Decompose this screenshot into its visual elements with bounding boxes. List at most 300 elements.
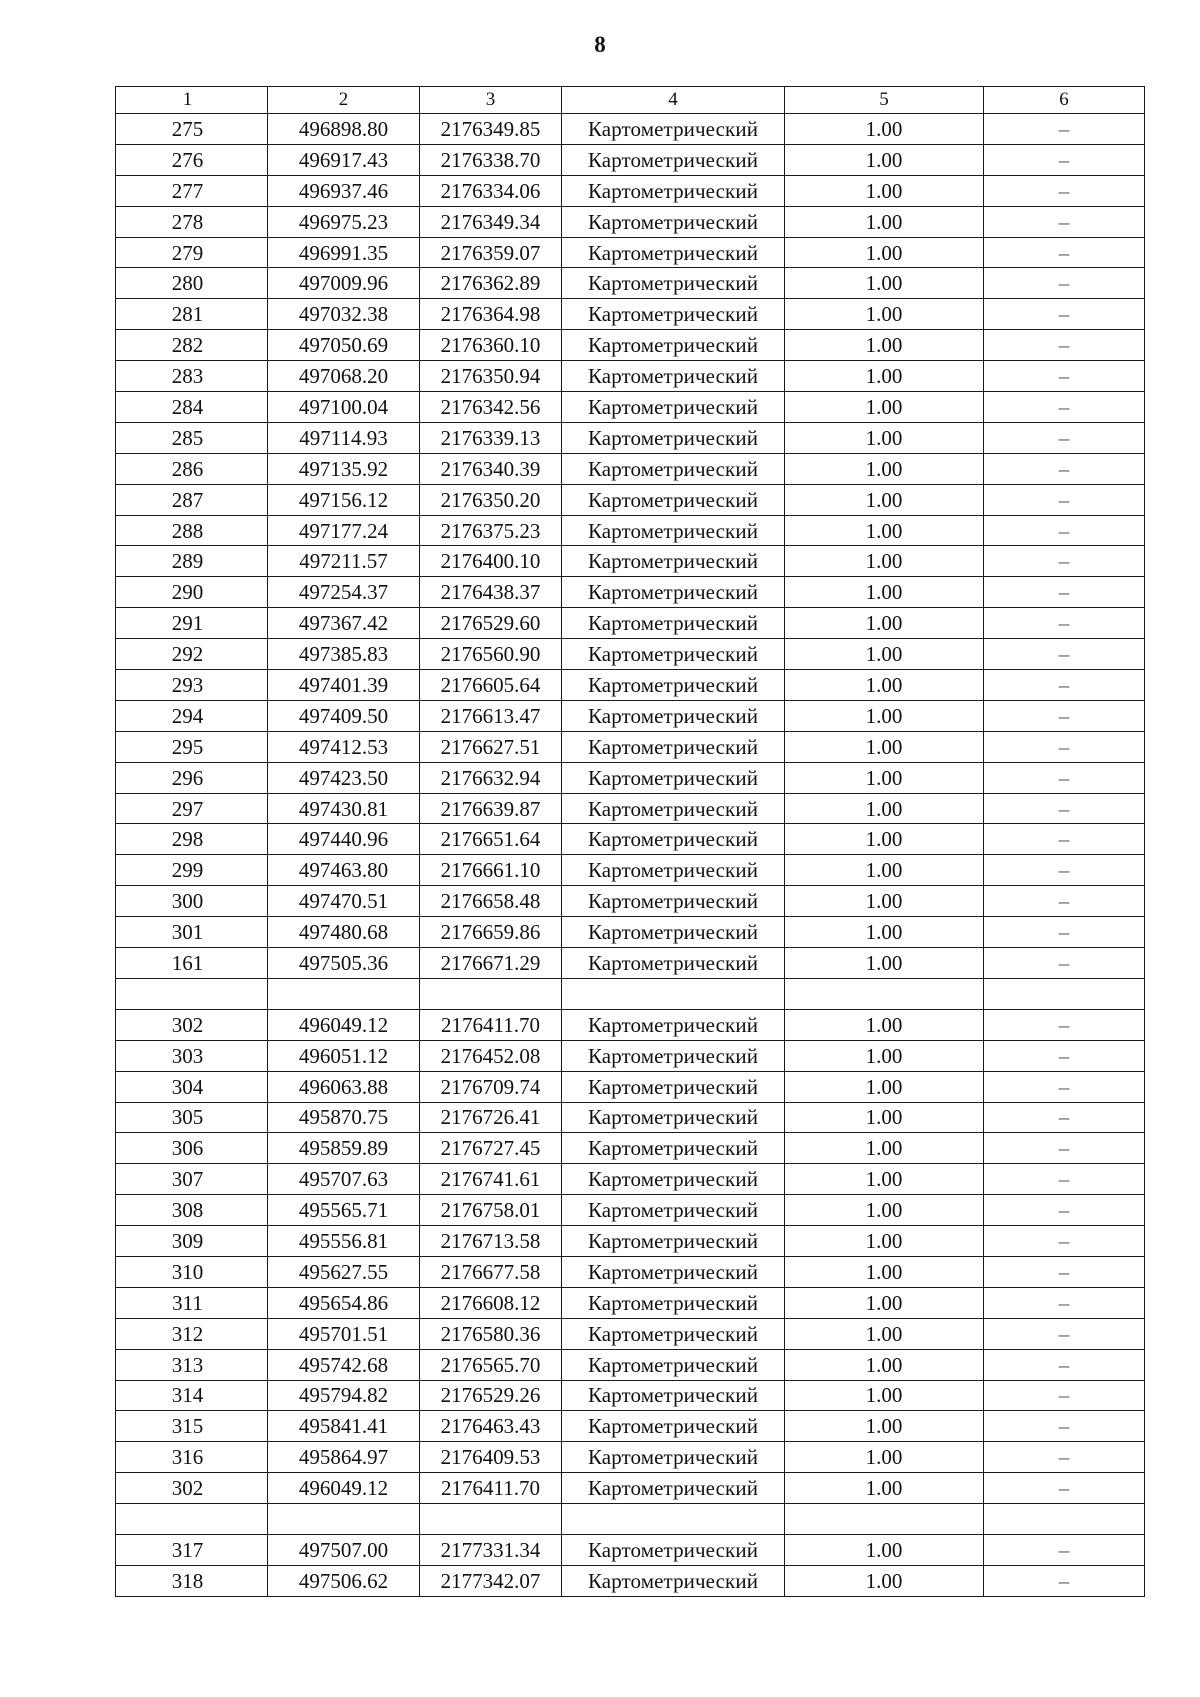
description-cell: – — [984, 546, 1145, 577]
point-number-cell: 300 — [116, 886, 268, 917]
method-cell — [562, 1504, 785, 1535]
y-coordinate-cell: 2176340.39 — [420, 453, 562, 484]
description-cell: – — [984, 1009, 1145, 1040]
x-coordinate-cell: 497506.62 — [268, 1565, 420, 1596]
table-row — [116, 1009, 1145, 1040]
x-coordinate-cell: 496049.12 — [268, 1009, 420, 1040]
method-cell — [562, 978, 785, 1009]
accuracy-cell: 1.00 — [785, 1349, 984, 1380]
x-coordinate-cell: 496049.12 — [268, 1473, 420, 1504]
method-cell: Картометрический — [562, 1009, 785, 1040]
method-cell: Картометрический — [562, 1534, 785, 1565]
method-cell: Картометрический — [562, 1318, 785, 1349]
y-coordinate-cell: 2176726.41 — [420, 1102, 562, 1133]
y-coordinate-cell: 2176438.37 — [420, 577, 562, 608]
point-number-cell: 316 — [116, 1442, 268, 1473]
description-cell: – — [984, 1102, 1145, 1133]
y-coordinate-cell: 2176758.01 — [420, 1195, 562, 1226]
description-cell: – — [984, 206, 1145, 237]
x-coordinate-cell: 495841.41 — [268, 1411, 420, 1442]
y-coordinate-cell: 2176677.58 — [420, 1256, 562, 1287]
y-coordinate-cell: 2176605.64 — [420, 670, 562, 701]
x-coordinate-cell: 497423.50 — [268, 762, 420, 793]
accuracy-cell: 1.00 — [785, 422, 984, 453]
point-number-cell: 311 — [116, 1287, 268, 1318]
method-cell: Картометрический — [562, 206, 785, 237]
method-cell: Картометрический — [562, 392, 785, 423]
description-cell: – — [984, 1534, 1145, 1565]
x-coordinate-cell: 497009.96 — [268, 268, 420, 299]
point-number-cell — [116, 978, 268, 1009]
table-row — [116, 1380, 1145, 1411]
x-coordinate-cell: 496975.23 — [268, 206, 420, 237]
table-row — [116, 361, 1145, 392]
accuracy-cell: 1.00 — [785, 206, 984, 237]
y-coordinate-cell: 2176627.51 — [420, 731, 562, 762]
method-cell: Картометрический — [562, 422, 785, 453]
point-number-cell: 304 — [116, 1071, 268, 1102]
description-cell: – — [984, 948, 1145, 979]
table-row — [116, 1349, 1145, 1380]
y-coordinate-cell: 2176671.29 — [420, 948, 562, 979]
description-cell: – — [984, 1349, 1145, 1380]
x-coordinate-cell: 497156.12 — [268, 484, 420, 515]
accuracy-cell: 1.00 — [785, 1133, 984, 1164]
table-row — [116, 268, 1145, 299]
method-cell: Картометрический — [562, 639, 785, 670]
point-number-cell: 283 — [116, 361, 268, 392]
y-coordinate-cell: 2176560.90 — [420, 639, 562, 670]
x-coordinate-cell: 496051.12 — [268, 1040, 420, 1071]
x-coordinate-cell: 495864.97 — [268, 1442, 420, 1473]
x-coordinate-cell: 495859.89 — [268, 1133, 420, 1164]
point-number-cell: 293 — [116, 670, 268, 701]
table-separator-row — [116, 1504, 1145, 1535]
point-number-cell: 309 — [116, 1226, 268, 1257]
column-header-y: 3 — [420, 87, 562, 114]
y-coordinate-cell: 2176350.94 — [420, 361, 562, 392]
y-coordinate-cell: 2177342.07 — [420, 1565, 562, 1596]
accuracy-cell: 1.00 — [785, 361, 984, 392]
x-coordinate-cell: 495565.71 — [268, 1195, 420, 1226]
accuracy-cell: 1.00 — [785, 762, 984, 793]
coordinates-table — [115, 86, 1145, 1597]
table-row — [116, 299, 1145, 330]
description-cell: – — [984, 1040, 1145, 1071]
accuracy-cell: 1.00 — [785, 1040, 984, 1071]
description-cell: – — [984, 299, 1145, 330]
method-cell: Картометрический — [562, 268, 785, 299]
description-cell: – — [984, 639, 1145, 670]
description-cell: – — [984, 1256, 1145, 1287]
method-cell: Картометрический — [562, 1133, 785, 1164]
description-cell: – — [984, 824, 1145, 855]
method-cell: Картометрический — [562, 1380, 785, 1411]
point-number-cell: 305 — [116, 1102, 268, 1133]
accuracy-cell: 1.00 — [785, 1226, 984, 1257]
accuracy-cell: 1.00 — [785, 1534, 984, 1565]
point-number-cell: 295 — [116, 731, 268, 762]
description-cell: – — [984, 1071, 1145, 1102]
description-cell — [984, 1504, 1145, 1535]
x-coordinate-cell: 497440.96 — [268, 824, 420, 855]
method-cell: Картометрический — [562, 824, 785, 855]
y-coordinate-cell: 2176349.85 — [420, 114, 562, 145]
description-cell: – — [984, 670, 1145, 701]
accuracy-cell: 1.00 — [785, 268, 984, 299]
method-cell: Картометрический — [562, 1473, 785, 1504]
table-row — [116, 175, 1145, 206]
accuracy-cell: 1.00 — [785, 114, 984, 145]
y-coordinate-cell: 2176400.10 — [420, 546, 562, 577]
description-cell: – — [984, 515, 1145, 546]
point-number-cell: 161 — [116, 948, 268, 979]
table-row — [116, 577, 1145, 608]
point-number-cell: 312 — [116, 1318, 268, 1349]
y-coordinate-cell: 2176659.86 — [420, 917, 562, 948]
y-coordinate-cell: 2176709.74 — [420, 1071, 562, 1102]
table-row — [116, 731, 1145, 762]
x-coordinate-cell: 497507.00 — [268, 1534, 420, 1565]
point-number-cell: 302 — [116, 1009, 268, 1040]
x-coordinate-cell: 497385.83 — [268, 639, 420, 670]
description-cell: – — [984, 361, 1145, 392]
point-number-cell: 294 — [116, 700, 268, 731]
y-coordinate-cell: 2176529.26 — [420, 1380, 562, 1411]
point-number-cell: 289 — [116, 546, 268, 577]
table-row — [116, 1442, 1145, 1473]
table-row — [116, 1133, 1145, 1164]
accuracy-cell: 1.00 — [785, 1318, 984, 1349]
point-number-cell: 286 — [116, 453, 268, 484]
point-number-cell: 315 — [116, 1411, 268, 1442]
method-cell: Картометрический — [562, 1287, 785, 1318]
method-cell: Картометрический — [562, 144, 785, 175]
accuracy-cell: 1.00 — [785, 175, 984, 206]
description-cell: – — [984, 1473, 1145, 1504]
method-cell: Картометрический — [562, 917, 785, 948]
description-cell: – — [984, 1442, 1145, 1473]
y-coordinate-cell: 2176613.47 — [420, 700, 562, 731]
table-row — [116, 700, 1145, 731]
accuracy-cell — [785, 1504, 984, 1535]
table-row — [116, 886, 1145, 917]
y-coordinate-cell: 2176565.70 — [420, 1349, 562, 1380]
x-coordinate-cell: 496937.46 — [268, 175, 420, 206]
table-row — [116, 639, 1145, 670]
point-number-cell: 296 — [116, 762, 268, 793]
table-row — [116, 793, 1145, 824]
accuracy-cell — [785, 978, 984, 1009]
method-cell: Картометрический — [562, 1256, 785, 1287]
y-coordinate-cell: 2176349.34 — [420, 206, 562, 237]
x-coordinate-cell: 497100.04 — [268, 392, 420, 423]
x-coordinate-cell: 497505.36 — [268, 948, 420, 979]
point-number-cell: 287 — [116, 484, 268, 515]
table-row — [116, 1287, 1145, 1318]
point-number-cell: 310 — [116, 1256, 268, 1287]
x-coordinate-cell: 495701.51 — [268, 1318, 420, 1349]
accuracy-cell: 1.00 — [785, 670, 984, 701]
x-coordinate-cell: 497470.51 — [268, 886, 420, 917]
y-coordinate-cell: 2176411.70 — [420, 1009, 562, 1040]
point-number-cell: 307 — [116, 1164, 268, 1195]
point-number-cell: 288 — [116, 515, 268, 546]
y-coordinate-cell: 2176727.45 — [420, 1133, 562, 1164]
description-cell: – — [984, 175, 1145, 206]
description-cell: – — [984, 1226, 1145, 1257]
description-cell: – — [984, 453, 1145, 484]
accuracy-cell: 1.00 — [785, 1195, 984, 1226]
table-row — [116, 1534, 1145, 1565]
accuracy-cell: 1.00 — [785, 1442, 984, 1473]
point-number-cell: 285 — [116, 422, 268, 453]
description-cell: – — [984, 1565, 1145, 1596]
table-row — [116, 330, 1145, 361]
accuracy-cell: 1.00 — [785, 1287, 984, 1318]
point-number-cell: 279 — [116, 237, 268, 268]
accuracy-cell: 1.00 — [785, 855, 984, 886]
x-coordinate-cell: 497177.24 — [268, 515, 420, 546]
description-cell: – — [984, 1287, 1145, 1318]
point-number-cell: 291 — [116, 608, 268, 639]
column-header-method: 4 — [562, 87, 785, 114]
x-coordinate-cell: 495556.81 — [268, 1226, 420, 1257]
accuracy-cell: 1.00 — [785, 515, 984, 546]
method-cell: Картометрический — [562, 515, 785, 546]
x-coordinate-cell: 495654.86 — [268, 1287, 420, 1318]
y-coordinate-cell: 2176359.07 — [420, 237, 562, 268]
point-number-cell: 282 — [116, 330, 268, 361]
y-coordinate-cell: 2176362.89 — [420, 268, 562, 299]
accuracy-cell: 1.00 — [785, 144, 984, 175]
y-coordinate-cell: 2176375.23 — [420, 515, 562, 546]
table-row — [116, 1256, 1145, 1287]
y-coordinate-cell: 2176632.94 — [420, 762, 562, 793]
method-cell: Картометрический — [562, 484, 785, 515]
y-coordinate-cell — [420, 978, 562, 1009]
x-coordinate-cell: 496898.80 — [268, 114, 420, 145]
accuracy-cell: 1.00 — [785, 484, 984, 515]
point-number-cell: 292 — [116, 639, 268, 670]
description-cell: – — [984, 144, 1145, 175]
table-row — [116, 114, 1145, 145]
table-row — [116, 1565, 1145, 1596]
point-number-cell — [116, 1504, 268, 1535]
accuracy-cell: 1.00 — [785, 700, 984, 731]
accuracy-cell: 1.00 — [785, 731, 984, 762]
description-cell: – — [984, 1133, 1145, 1164]
description-cell: – — [984, 1318, 1145, 1349]
method-cell: Картометрический — [562, 330, 785, 361]
x-coordinate-cell: 497367.42 — [268, 608, 420, 639]
accuracy-cell: 1.00 — [785, 608, 984, 639]
method-cell: Картометрический — [562, 762, 785, 793]
coordinates-table-body — [116, 87, 1145, 1597]
accuracy-cell: 1.00 — [785, 1473, 984, 1504]
y-coordinate-cell — [420, 1504, 562, 1535]
description-cell: – — [984, 1195, 1145, 1226]
accuracy-cell: 1.00 — [785, 639, 984, 670]
accuracy-cell: 1.00 — [785, 1256, 984, 1287]
y-coordinate-cell: 2176411.70 — [420, 1473, 562, 1504]
column-header-accuracy: 5 — [785, 87, 984, 114]
page-number: 8 — [594, 32, 606, 57]
table-row — [116, 917, 1145, 948]
table-row — [116, 206, 1145, 237]
table-header-row — [116, 87, 1145, 114]
method-cell: Картометрический — [562, 855, 785, 886]
table-row — [116, 484, 1145, 515]
method-cell: Картометрический — [562, 453, 785, 484]
table-row — [116, 422, 1145, 453]
method-cell: Картометрический — [562, 731, 785, 762]
table-row — [116, 144, 1145, 175]
method-cell: Картометрический — [562, 1195, 785, 1226]
x-coordinate-cell: 495870.75 — [268, 1102, 420, 1133]
table-row — [116, 1411, 1145, 1442]
description-cell: – — [984, 1411, 1145, 1442]
y-coordinate-cell: 2177331.34 — [420, 1534, 562, 1565]
table-row — [116, 670, 1145, 701]
table-row — [116, 1164, 1145, 1195]
table-row — [116, 546, 1145, 577]
table-separator-row — [116, 978, 1145, 1009]
description-cell: – — [984, 1380, 1145, 1411]
point-number-cell: 299 — [116, 855, 268, 886]
x-coordinate-cell: 495627.55 — [268, 1256, 420, 1287]
x-coordinate-cell — [268, 1504, 420, 1535]
method-cell: Картометрический — [562, 608, 785, 639]
accuracy-cell: 1.00 — [785, 546, 984, 577]
point-number-cell: 298 — [116, 824, 268, 855]
method-cell: Картометрический — [562, 1102, 785, 1133]
method-cell: Картометрический — [562, 175, 785, 206]
table-row — [116, 824, 1145, 855]
accuracy-cell: 1.00 — [785, 237, 984, 268]
method-cell: Картометрический — [562, 114, 785, 145]
table-row — [116, 1102, 1145, 1133]
y-coordinate-cell: 2176452.08 — [420, 1040, 562, 1071]
method-cell: Картометрический — [562, 793, 785, 824]
description-cell: – — [984, 268, 1145, 299]
description-cell: – — [984, 1164, 1145, 1195]
y-coordinate-cell: 2176651.64 — [420, 824, 562, 855]
column-header-x: 2 — [268, 87, 420, 114]
point-number-cell: 276 — [116, 144, 268, 175]
method-cell: Картометрический — [562, 948, 785, 979]
point-number-cell: 313 — [116, 1349, 268, 1380]
x-coordinate-cell: 496063.88 — [268, 1071, 420, 1102]
accuracy-cell: 1.00 — [785, 453, 984, 484]
accuracy-cell: 1.00 — [785, 330, 984, 361]
description-cell — [984, 978, 1145, 1009]
x-coordinate-cell: 497032.38 — [268, 299, 420, 330]
description-cell: – — [984, 886, 1145, 917]
description-cell: – — [984, 793, 1145, 824]
table-row — [116, 855, 1145, 886]
description-cell: – — [984, 917, 1145, 948]
point-number-cell: 306 — [116, 1133, 268, 1164]
accuracy-cell: 1.00 — [785, 1009, 984, 1040]
point-number-cell: 284 — [116, 392, 268, 423]
method-cell: Картометрический — [562, 1442, 785, 1473]
x-coordinate-cell: 497050.69 — [268, 330, 420, 361]
column-header-description: 6 — [984, 87, 1145, 114]
method-cell: Картометрический — [562, 237, 785, 268]
point-number-cell: 278 — [116, 206, 268, 237]
x-coordinate-cell: 497430.81 — [268, 793, 420, 824]
description-cell: – — [984, 237, 1145, 268]
accuracy-cell: 1.00 — [785, 793, 984, 824]
accuracy-cell: 1.00 — [785, 886, 984, 917]
method-cell: Картометрический — [562, 1226, 785, 1257]
table-row — [116, 1071, 1145, 1102]
y-coordinate-cell: 2176639.87 — [420, 793, 562, 824]
table-row — [116, 392, 1145, 423]
y-coordinate-cell: 2176334.06 — [420, 175, 562, 206]
y-coordinate-cell: 2176339.13 — [420, 422, 562, 453]
accuracy-cell: 1.00 — [785, 577, 984, 608]
method-cell: Картометрический — [562, 1164, 785, 1195]
method-cell: Картометрический — [562, 546, 785, 577]
y-coordinate-cell: 2176360.10 — [420, 330, 562, 361]
description-cell: – — [984, 330, 1145, 361]
description-cell: – — [984, 484, 1145, 515]
table-row — [116, 608, 1145, 639]
method-cell: Картометрический — [562, 700, 785, 731]
x-coordinate-cell: 497254.37 — [268, 577, 420, 608]
y-coordinate-cell: 2176342.56 — [420, 392, 562, 423]
method-cell: Картометрический — [562, 670, 785, 701]
method-cell: Картометрический — [562, 886, 785, 917]
point-number-cell: 281 — [116, 299, 268, 330]
table-row — [116, 1040, 1145, 1071]
accuracy-cell: 1.00 — [785, 1380, 984, 1411]
table-row — [116, 948, 1145, 979]
method-cell: Картометрический — [562, 1040, 785, 1071]
x-coordinate-cell: 497211.57 — [268, 546, 420, 577]
accuracy-cell: 1.00 — [785, 824, 984, 855]
y-coordinate-cell: 2176608.12 — [420, 1287, 562, 1318]
y-coordinate-cell: 2176350.20 — [420, 484, 562, 515]
y-coordinate-cell: 2176409.53 — [420, 1442, 562, 1473]
method-cell: Картометрический — [562, 1071, 785, 1102]
description-cell: – — [984, 392, 1145, 423]
accuracy-cell: 1.00 — [785, 917, 984, 948]
x-coordinate-cell: 495794.82 — [268, 1380, 420, 1411]
accuracy-cell: 1.00 — [785, 1071, 984, 1102]
accuracy-cell: 1.00 — [785, 392, 984, 423]
x-coordinate-cell: 497401.39 — [268, 670, 420, 701]
accuracy-cell: 1.00 — [785, 1411, 984, 1442]
y-coordinate-cell: 2176364.98 — [420, 299, 562, 330]
description-cell: – — [984, 731, 1145, 762]
point-number-cell: 277 — [116, 175, 268, 206]
x-coordinate-cell: 496991.35 — [268, 237, 420, 268]
method-cell: Картометрический — [562, 1349, 785, 1380]
point-number-cell: 303 — [116, 1040, 268, 1071]
table-row — [116, 762, 1145, 793]
x-coordinate-cell: 496917.43 — [268, 144, 420, 175]
description-cell: – — [984, 422, 1145, 453]
method-cell: Картометрический — [562, 299, 785, 330]
x-coordinate-cell: 497409.50 — [268, 700, 420, 731]
accuracy-cell: 1.00 — [785, 948, 984, 979]
point-number-cell: 301 — [116, 917, 268, 948]
table-row — [116, 1226, 1145, 1257]
point-number-cell: 302 — [116, 1473, 268, 1504]
